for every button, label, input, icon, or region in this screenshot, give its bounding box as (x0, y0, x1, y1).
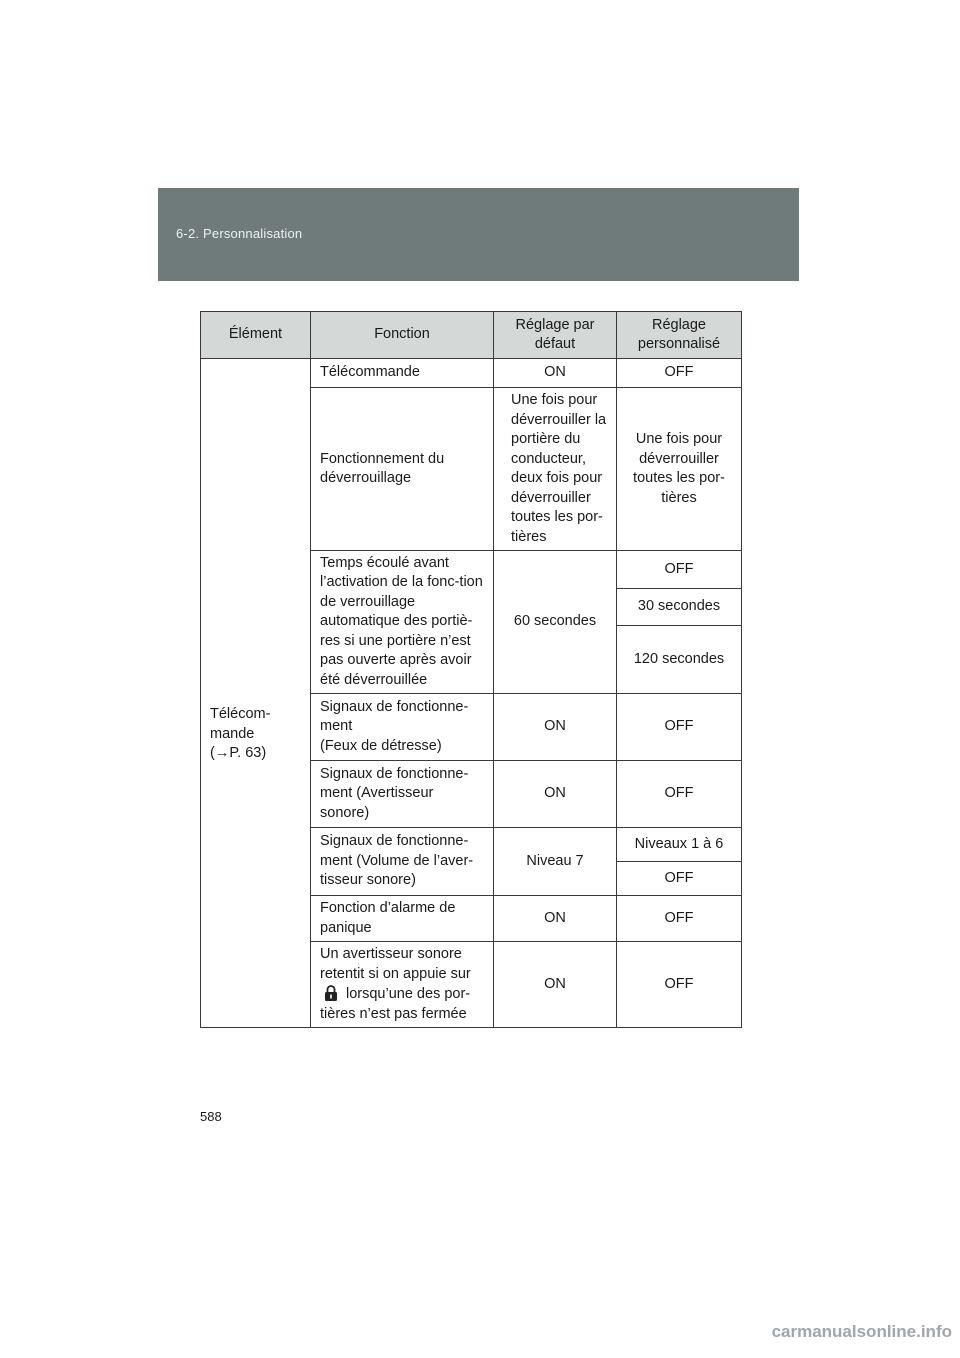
custom-cell: Une fois pour déverrouiller toutes les por-tières (617, 388, 742, 551)
table-row (201, 359, 742, 388)
custom-cell: 120 secondes (617, 626, 742, 694)
default-cell: Niveau 7 (494, 828, 617, 896)
function-cell: Signaux de fonctionne-ment (Avertisseur sonore) (311, 761, 494, 828)
custom-cell: 30 secondes (617, 589, 742, 626)
custom-cell: OFF (617, 942, 742, 1028)
column-header-item: Élément (201, 312, 311, 359)
function-cell: Un avertisseur sonore retentit si on appuie sur lorsqu’une des por-tières n’est pas fermée (311, 942, 494, 1028)
function-cell: Signaux de fonctionne-ment (Volume de l’aver-tisseur sonore) (311, 828, 494, 896)
custom-cell: OFF (617, 761, 742, 828)
default-cell: ON (494, 359, 617, 388)
page-number: 588 (200, 1109, 222, 1124)
default-cell: ON (494, 942, 617, 1028)
default-cell: 60 secondes (494, 551, 617, 694)
column-header-default: Réglage par défaut (494, 312, 617, 359)
item-cell-remote: Télécom- mande (→P. 63) (201, 359, 311, 1028)
custom-cell: OFF (617, 551, 742, 589)
custom-cell: OFF (617, 359, 742, 388)
page-reference-link[interactable]: (→P. 63) (210, 745, 267, 761)
default-cell: ON (494, 896, 617, 942)
column-header-custom: Réglage personnalisé (617, 312, 742, 359)
lock-icon (324, 984, 338, 1002)
function-cell: Fonctionnement du déverrouillage (311, 388, 494, 551)
watermark: carmanualsonline.info (771, 1322, 952, 1341)
custom-cell: OFF (617, 862, 742, 896)
table-header-row (201, 312, 742, 359)
custom-cell: OFF (617, 694, 742, 761)
function-cell: Temps écoulé avant l’activation de la fonc-tion de verrouillage automatique des portiè-res si une portière n’est pas ouverte après avoir été déverrouillée (311, 551, 494, 694)
function-cell: Télécommande (311, 359, 494, 388)
section-header-band (158, 188, 799, 281)
section-title: 6-2. Personnalisation (176, 226, 303, 241)
default-cell: Une fois pour déverrouiller la portière du conducteur, deux fois pour déverrouiller toutes les por-tières (494, 388, 617, 551)
default-cell: ON (494, 761, 617, 828)
default-cell: ON (494, 694, 617, 761)
function-cell: Fonction d’alarme de panique (311, 896, 494, 942)
function-cell: Signaux de fonctionne- ment (Feux de détresse) (311, 694, 494, 761)
customization-table (200, 311, 742, 1028)
column-header-function: Fonction (311, 312, 494, 359)
custom-cell: OFF (617, 896, 742, 942)
custom-cell: Niveaux 1 à 6 (617, 828, 742, 862)
